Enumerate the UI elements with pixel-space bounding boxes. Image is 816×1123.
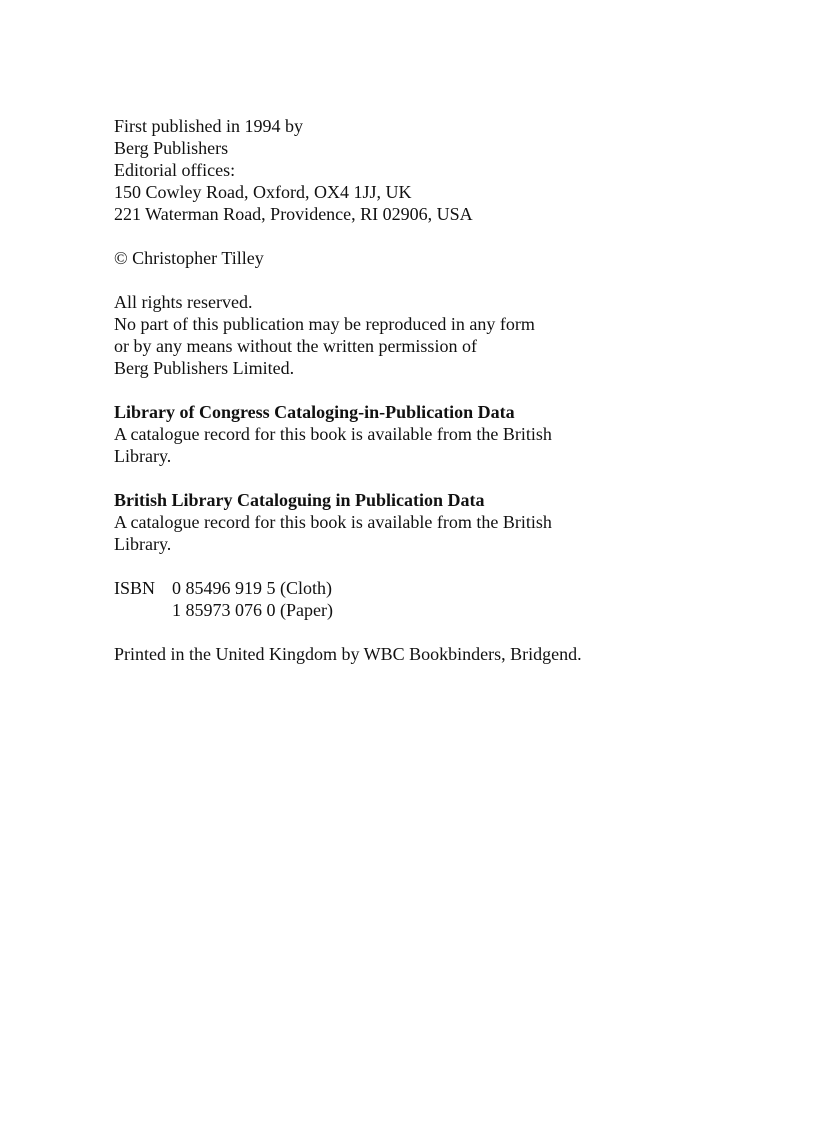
printer-line: Printed in the United Kingdom by WBC Bookbinders, Bridgend. [114,644,582,664]
rights-line-4: Berg Publishers Limited. [114,358,295,378]
loc-cip-line-1: A catalogue record for this book is available from the British [114,424,552,444]
copyright-line: © Christopher Tilley [114,248,264,268]
publisher-info [114,115,754,225]
isbn-section [114,577,754,621]
publisher-name: Berg Publishers [114,138,229,158]
isbn-cloth: 0 85496 919 5 (Cloth) [172,578,332,598]
rights-notice [114,291,754,379]
bl-cip-heading: British Library Cataloguing in Publication Data [114,490,485,510]
copyright-notice [114,247,754,269]
isbn-row [114,577,754,621]
bl-cip-line-2: Library. [114,534,172,554]
loc-cip-section [114,401,754,467]
loc-cip-line-2: Library. [114,446,172,466]
rights-line-3: or by any means without the written permission of [114,336,477,356]
bl-cip-section [114,489,754,555]
providence-address: 221 Waterman Road, Providence, RI 02906, USA [114,204,473,224]
printer-info [114,643,754,665]
oxford-address: 150 Cowley Road, Oxford, OX4 1JJ, UK [114,182,412,202]
loc-cip-heading: Library of Congress Cataloging-in-Publication Data [114,402,515,422]
first-published-line: First published in 1994 by [114,116,304,136]
editorial-offices-label: Editorial offices: [114,160,236,180]
rights-line-1: All rights reserved. [114,292,253,312]
isbn-paper: 1 85973 076 0 (Paper) [172,600,333,620]
isbn-label: ISBN [114,578,156,598]
rights-line-2: No part of this publication may be reproduced in any form [114,314,535,334]
isbn-values [172,577,333,621]
bl-cip-line-1: A catalogue record for this book is available from the British [114,512,552,532]
copyright-page-content [114,115,754,687]
